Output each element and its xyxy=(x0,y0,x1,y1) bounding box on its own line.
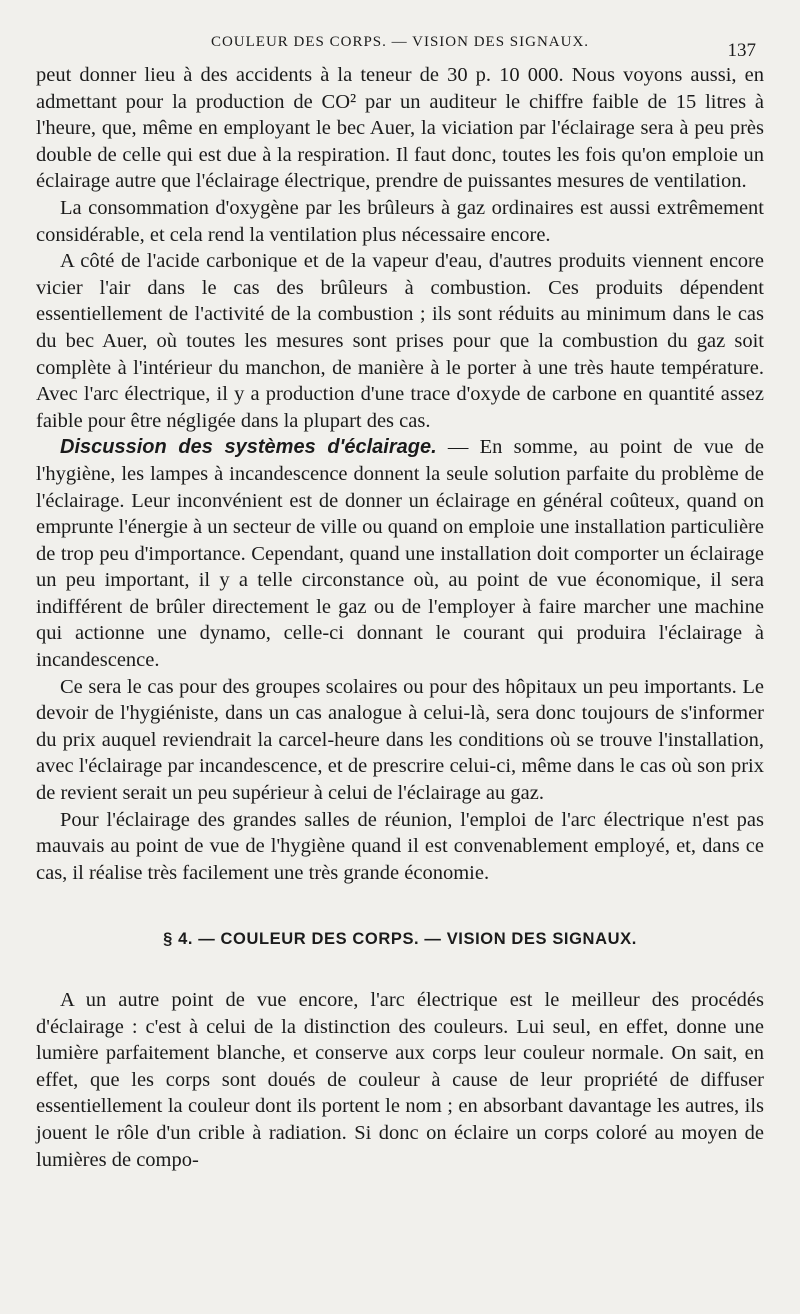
paragraph: La consommation d'oxygène par les brûleurs à gaz ordinaires est aussi extrêmement considérable, et cela rend la ventilation plus nécessaire encore. xyxy=(36,196,764,246)
section-heading: § 4. — COULEUR DES CORPS. — VISION DES SIGNAUX. xyxy=(163,930,637,949)
paragraph: peut donner lieu à des accidents à la teneur de 30 p. 10 000. Nous voyons aussi, en admettant pour la production de CO² par un auditeur le chiffre faible de 15 litres à l'heure, que, même en employant le bec Auer, la viciation par l'éclairage sera à peu près double de celle qui est due à la respiration. Il faut donc, toutes les fois qu'on emploie un éclairage autre que l'éclairage électrique, prendre de puissantes mesures de ventilation. xyxy=(36,64,764,193)
discussion-title: Discussion des systèmes d'éclairage. xyxy=(60,436,437,459)
discussion-text: — En somme, au point de vue de l'hygiène, les lampes à incandescence donnent la seule solution parfaite du problème de l'éclairage. Leur inconvénient est de donner un éclairage en général coûteux, quand on emprunte l'énergie à un secteur de ville ou quand on emploie une installation particulière de trop peu d'importance. Cependant, quand une installation doit comporter un éclairage un peu important, il y a telle circonstance où, au point de vue économique, il sera indifférent de brûler directement le gaz ou de l'employer à faire marcher une machine qui actionne une dynamo, celle-ci donnant le courant qui produira l'éclairage à incandescence. xyxy=(36,436,764,672)
page-number: 137 xyxy=(727,40,756,61)
running-head: COULEUR DES CORPS. — VISION DES SIGNAUX. xyxy=(210,34,590,50)
paragraph: Ce sera le cas pour des groupes scolaires ou pour des hôpitaux un peu importants. Le devoir de l'hygiéniste, dans un cas analogue à celui-là, sera donc toujours de s'informer du prix auquel reviendrait la carcel-heure dans les conditions où se trouve l'installation, avec l'éclairage par incandescence, et de prescrire celui-ci, même dans le cas où son prix de revient serait un peu supérieur à celui de l'éclairage au gaz. xyxy=(36,675,764,805)
paragraph: A un autre point de vue encore, l'arc électrique est le meilleur des procédés d'éclairage : c'est à celui de la distinction des couleurs. Lui seul, en effet, donne une lumière parfaitement blanche, et conserve aux corps leur couleur normale. On sait, en effet, que les corps sont doués de couleur à cause de leur propriété de diffuser essentiellement la couleur dont ils portent le nom ; en absorbant davantage les autres, ils jouent le rôle d'un crible à radiation. Si donc on éclaire un corps coloré au moyen de lumières de compo- xyxy=(36,989,764,1171)
paragraph: A côté de l'acide carbonique et de la vapeur d'eau, d'autres produits viennent encore vicier l'air dans le cas des brûleurs à combustion. Ces produits dépendent essentiellement de l'activité de la combustion ; ils sont réduits au minimum dans le cas du bec Auer, où toutes les mesures sont prises pour que la combustion du gaz soit complète à l'intérieur du manchon, de manière à le porter à une très haute température. Avec l'arc électrique, il y a production d'une trace d'oxyde de carbone en quantité assez faible pour être négligée dans la plupart des cas. xyxy=(36,250,764,432)
page-body xyxy=(36,62,764,1173)
paragraph: Pour l'éclairage des grandes salles de réunion, l'emploi de l'arc électrique n'est pas mauvais au point de vue de l'hygiène quand il est convenablement employé, et, dans ce cas, il réalise très facilement une très grande économie. xyxy=(36,808,764,884)
discussion-paragraph xyxy=(36,434,764,673)
